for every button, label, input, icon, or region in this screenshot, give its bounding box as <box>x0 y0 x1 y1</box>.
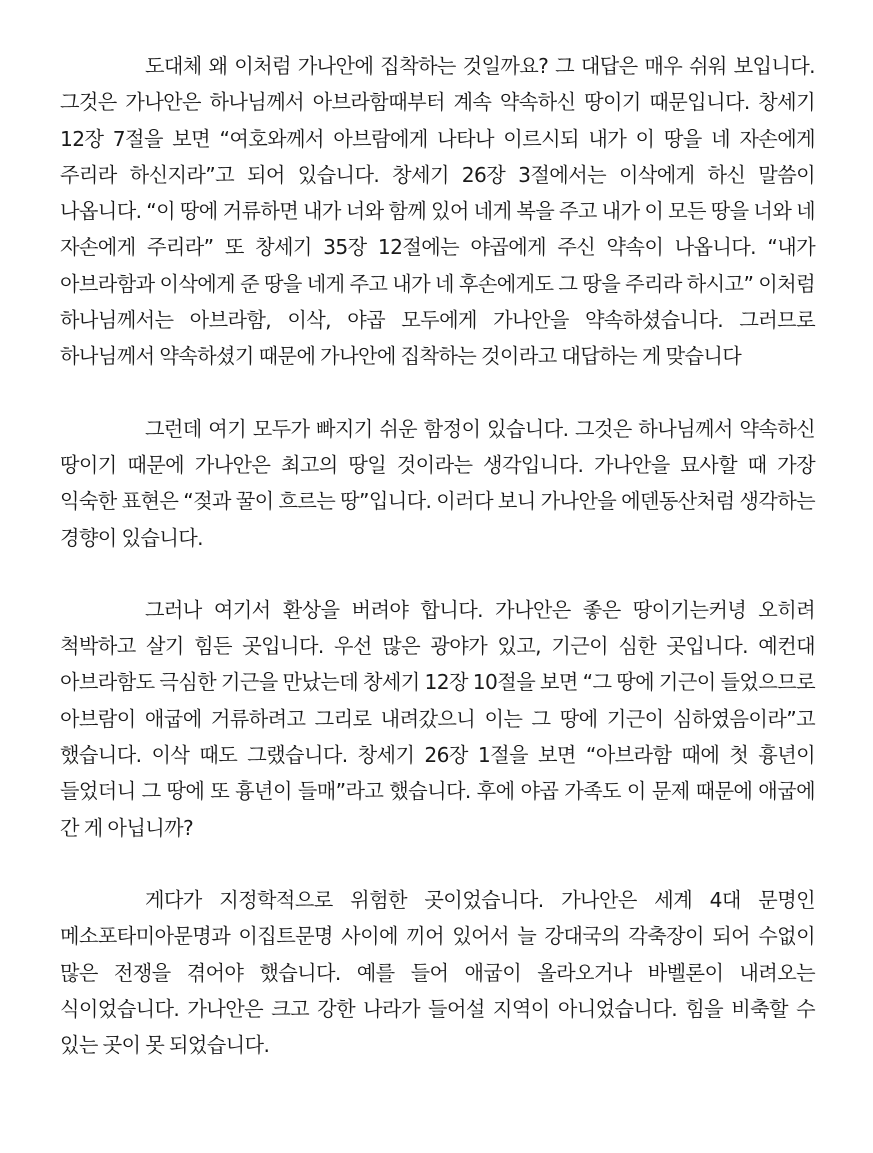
paragraph-1: 도대체 왜 이처럼 가나안에 집착하는 것일까요? 그 대답은 매우 쉬워 보입니다. 그것은 가나안은 하나님께서 아브라함때부터 계속 약속하신 땅이기 때문입니다. 창세기 12장 7절을 보면 “여호와께서 아브람에게 나타나 이르시되 내가 이 땅을 네 자손에게 주리라 하신지라”고 되어 있습니다. 창세기 26장 3절에서는 이삭에게 하신 말씀이 나옵니다. “이 땅에 거류하면 내가 너와 함께 있어 네게 복을 주고 내가 이 모든 땅을 너와 네 자손에게 주리라” 또 창세기 35장 12절에는 야곱에게 주신 약속이 나옵니다. “내가 아브라함과 이삭에게 준 땅을 네게 주고 내가 네 후손에게도 그 땅을 주리라 하시고” 이처럼 하나님께서는 아브라함, 이삭, 야곱 모두에게 가나안을 약속하셨습니다. 그러므로 하나님께서 약속하셨기 때문에 가나안에 집착하는 것이라고 대답하는 게 맞습니다 <box>60 54 815 369</box>
document-page <box>60 48 815 1063</box>
paragraph-3: 그러나 여기서 환상을 버려야 합니다. 가나안은 좋은 땅이기는커녕 오히려 척박하고 살기 힘든 곳입니다. 우선 많은 광야가 있고, 기근이 심한 곳입니다. 예컨대 아브라함도 극심한 기근을 만났는데 창세기 12장 10절을 보면 “그 땅에 기근이 들었으므로 아브람이 애굽에 거류하려고 그리로 내려갔으니 이는 그 땅에 기근이 심하였음이라”고 했습니다. 이삭 때도 그랬습니다. 창세기 26장 1절을 보면 “아브라함 때에 첫 흉년이 들었더니 그 땅에 또 흉년이 들매”라고 했습니다. 후에 야곱 가족도 이 문제 때문에 애굽에 간 게 아닙니까? <box>60 597 815 840</box>
paragraph-4: 게다가 지정학적으로 위험한 곳이었습니다. 가나안은 세계 4대 문명인 메소포타미아문명과 이집트문명 사이에 끼어 있어서 늘 강대국의 각축장이 되어 수없이 많은 전쟁을 겪어야 했습니다. 예를 들어 애굽이 올라오거나 바벨론이 내려오는 식이었습니다. 가나안은 크고 강한 나라가 들어설 지역이 아니었습니다. 힘을 비축할 수 있는 곳이 못 되었습니다. <box>60 887 815 1058</box>
paragraph-2: 그런데 여기 모두가 빠지기 쉬운 함정이 있습니다. 그것은 하나님께서 약속하신 땅이기 때문에 가나안은 최고의 땅일 것이라는 생각입니다. 가나안을 묘사할 때 가장 익숙한 표현은 “젖과 꿀이 흐르는 땅”입니다. 이러다 보니 가나안을 에덴동산처럼 생각하는 경향이 있습니다. <box>60 416 815 550</box>
